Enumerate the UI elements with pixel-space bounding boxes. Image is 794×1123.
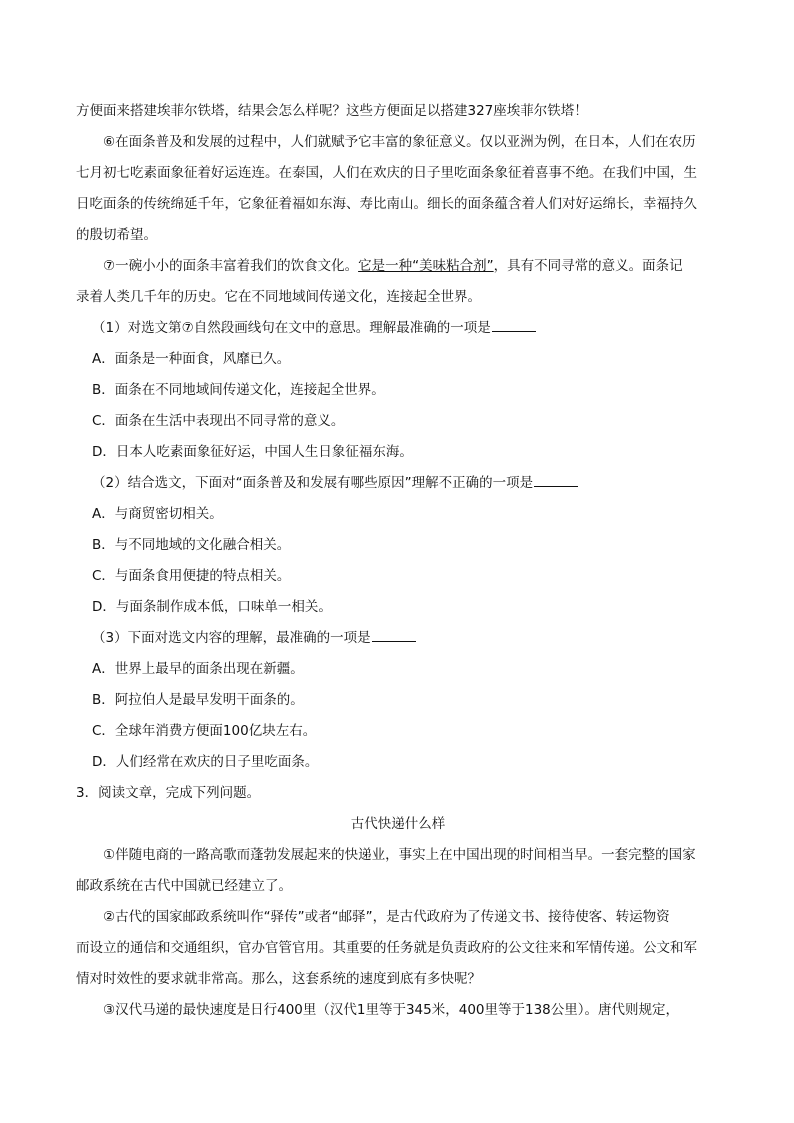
- question-stem: [76, 468, 720, 499]
- paragraph-line: 而设立的通信和交通组织，官办官管官用。其重要的任务就是负责政府的公文往来和军情传递。公文和军: [76, 940, 697, 956]
- question-stem-text: （3）下面对选文内容的理解，最准确的一项是: [92, 630, 371, 646]
- paragraph-line: 的殷切希望。: [76, 227, 157, 243]
- question-stem-text: （1）对选文第⑦自然段画线句在文中的意思。理解最准确的一项是: [92, 320, 491, 336]
- paragraph-7-text-a: ⑦一碗小小的面条丰富着我们的饮食文化。: [103, 258, 359, 274]
- paragraph-6: [76, 127, 720, 251]
- paragraph-line: 录着人类几千年的历史。它在不同地域间传递文化，连接起全世界。: [76, 289, 481, 305]
- option-a: A．面条是一种面食，风靡已久。: [92, 351, 291, 367]
- paragraph-line: 日吃面条的传统绵延千年，它象征着福如东海、寿比南山。细长的面条蕴含着人们对好运绵长，幸福持久: [76, 196, 697, 212]
- paragraph-7: [76, 251, 720, 313]
- option-b: B．面条在不同地域间传递文化，连接起全世界。: [92, 382, 385, 398]
- article-paragraph-1: [76, 840, 720, 902]
- option-d: D．人们经常在欢庆的日子里吃面条。: [92, 754, 319, 770]
- paragraph-line: 邮政系统在古代中国就已经建立了。: [76, 878, 292, 894]
- question-3: [76, 623, 720, 778]
- option-d: D．与面条制作成本低，口味单一相关。: [92, 599, 332, 615]
- option-c: C．面条在生活中表现出不同寻常的意义。: [92, 413, 345, 429]
- option-d: D．日本人吃素面象征好运，中国人生日象征福东海。: [92, 444, 413, 460]
- option-c: C．全球年消费方便面100亿块左右。: [92, 723, 317, 739]
- question-stem: [76, 623, 720, 654]
- answer-blank: [372, 629, 416, 642]
- article-title: 古代快递什么样: [350, 816, 446, 832]
- option-c: C．与面条食用便捷的特点相关。: [92, 568, 291, 584]
- question-2: [76, 468, 720, 623]
- paragraph-line: 七月初七吃素面象征着好运连连。在泰国，人们在欢庆的日子里吃面条象征着喜事不绝。在我们中国，生: [76, 165, 697, 181]
- option-a: A．世界上最早的面条出现在新疆。: [92, 661, 304, 677]
- option-b: B．阿拉伯人是最早发明干面条的。: [92, 692, 304, 708]
- answer-blank: [534, 474, 578, 487]
- option-b: B．与不同地域的文化融合相关。: [92, 537, 291, 553]
- article-paragraph-2: [76, 902, 720, 995]
- paragraph-5-continuation: 方便面来搭建埃菲尔铁塔，结果会怎么样呢？这些方便面足以搭建327座埃菲尔铁塔！: [76, 103, 588, 119]
- question-stem: [76, 313, 720, 344]
- answer-blank: [492, 319, 536, 332]
- section-3-instruction: 3．阅读文章，完成下列问题。: [76, 785, 261, 801]
- article-paragraph-3: ③汉代马递的最快速度是日行400里（汉代1里等于345米，400里等于138公里）。唐代则规定，: [103, 1002, 680, 1018]
- question-1: [76, 313, 720, 468]
- paragraph-7-text-b: ，具有不同寻常的意义。面条记: [493, 258, 683, 274]
- document-body: [76, 96, 720, 1026]
- underlined-sentence: 它是一种“美味粘合剂”: [358, 258, 494, 274]
- paragraph-line: ①伴随电商的一路高歌而蓬勃发展起来的快递业，事实上在中国出现的时间相当早。一套完整的国家: [103, 847, 696, 863]
- paragraph-line: ②古代的国家邮政系统叫作“驿传”或者“邮驿”，是古代政府为了传递文书、接待使客、转运物资: [103, 909, 670, 925]
- paragraph-line: [76, 251, 720, 282]
- paragraph-line: ⑥在面条普及和发展的过程中，人们就赋予它丰富的象征意义。仅以亚洲为例，在日本，人们在农历: [103, 134, 696, 150]
- option-a: A．与商贸密切相关。: [92, 506, 223, 522]
- question-stem-text: （2）结合选文，下面对“面条普及和发展有哪些原因”理解不正确的一项是: [92, 475, 534, 491]
- paragraph-line: 情对时效性的要求就非常高。那么，这套系统的速度到底有多快呢？: [76, 971, 481, 987]
